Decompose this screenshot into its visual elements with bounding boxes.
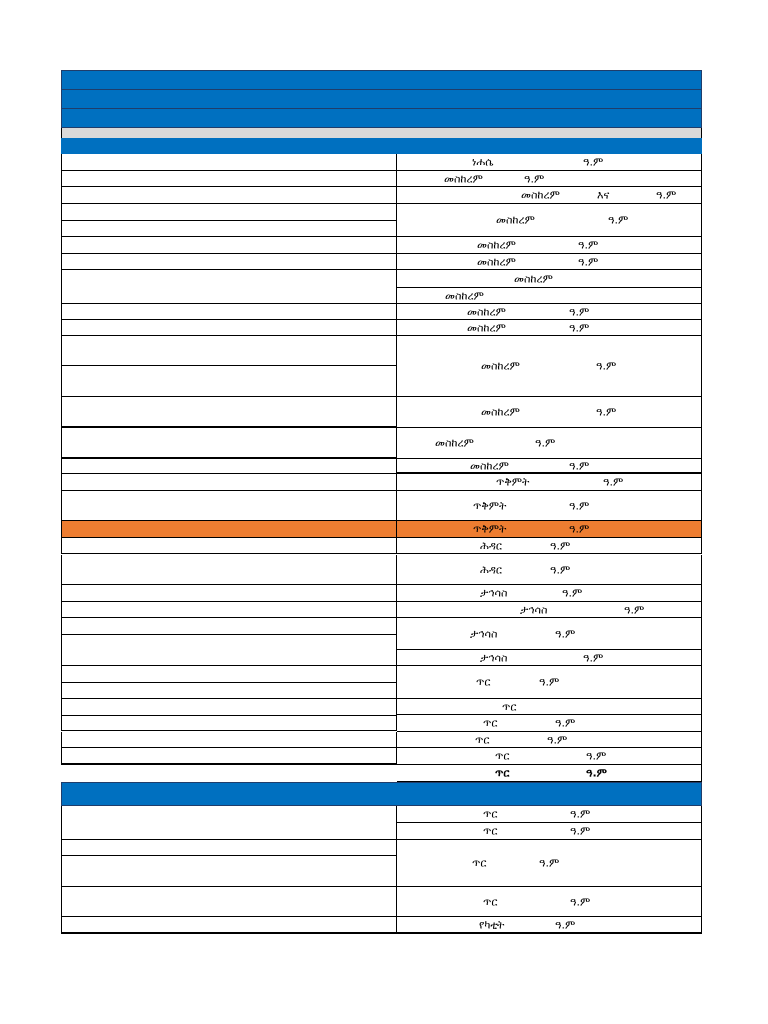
date-cell xyxy=(397,602,702,618)
date-cell xyxy=(397,491,702,521)
month-label: ጥቅምት xyxy=(473,522,507,536)
month-label: ጥር xyxy=(476,675,491,689)
era-label: ዓ.ም xyxy=(583,651,604,664)
date-cell xyxy=(397,823,702,840)
month-label: ጥር xyxy=(483,895,498,908)
left-cell xyxy=(61,459,397,474)
date-cell xyxy=(397,555,702,585)
left-cell xyxy=(61,748,397,765)
month-label: መስከረም xyxy=(481,405,520,419)
era-label: ዓ.ም xyxy=(562,586,583,600)
month-label: ጥር xyxy=(495,749,510,763)
date-cell xyxy=(397,715,702,732)
date-cell xyxy=(397,428,702,459)
title-band-3 xyxy=(61,108,702,128)
era-label: ዓ.ም xyxy=(603,475,624,489)
month-label: መስከረም xyxy=(445,289,484,302)
title-band-1 xyxy=(61,70,702,90)
header-right xyxy=(397,138,702,154)
era-label: ዓ.ም xyxy=(586,749,607,763)
era-label: ዓ.ም xyxy=(555,716,576,730)
left-cell xyxy=(61,304,397,320)
era-label: ዓ.ም xyxy=(570,895,591,908)
date-cell xyxy=(397,288,702,304)
date-cell xyxy=(397,699,702,715)
left-cell xyxy=(61,699,397,716)
date-cell xyxy=(397,204,702,237)
era-label: ዓ.ም xyxy=(569,499,590,512)
month-label: ታኅሳስ xyxy=(480,651,508,664)
left-cell xyxy=(61,856,397,887)
date-cell xyxy=(397,154,702,171)
date-cell xyxy=(397,917,702,934)
month-label: መስከረም xyxy=(467,305,506,318)
era-label: ዓ.ም xyxy=(550,563,571,576)
date-cell xyxy=(397,840,702,887)
date-cell xyxy=(397,585,702,602)
month-label: እና xyxy=(597,188,610,202)
era-label: ዓ.ም xyxy=(570,807,591,821)
era-label: ዓ.ም xyxy=(596,405,617,419)
section-band xyxy=(61,782,702,806)
month-label: ጥር xyxy=(483,807,498,821)
era-label: ዓ.ም xyxy=(535,436,556,450)
left-cell xyxy=(61,187,397,204)
left-cell xyxy=(61,204,397,221)
left-cell xyxy=(61,887,397,917)
left-cell xyxy=(61,635,397,666)
era-label: ዓ.ም xyxy=(547,733,568,746)
date-cell xyxy=(397,254,702,270)
era-label: ዓ.ም xyxy=(555,918,576,931)
date-cell xyxy=(397,666,702,699)
era-label: ዓ.ም xyxy=(656,188,677,202)
month-label: መስከረም xyxy=(477,238,516,252)
month-label: መስከረም xyxy=(477,255,516,268)
era-label: ዓ.ም xyxy=(624,603,645,616)
left-cell xyxy=(61,585,397,602)
era-label: ዓ.ም xyxy=(569,305,590,318)
month-label: ታኅሳስ xyxy=(470,627,498,640)
date-cell xyxy=(397,806,702,823)
date-cell xyxy=(397,320,702,336)
month-label: ጥቅምት xyxy=(496,475,530,489)
era-label: ዓ.ም xyxy=(539,675,560,689)
left-cell xyxy=(61,806,397,840)
left-cell xyxy=(61,237,397,254)
month-label: ጥር xyxy=(502,700,517,713)
era-label: ዓ.ም xyxy=(578,238,599,252)
month-label: መስከረም xyxy=(481,359,520,373)
month-label: መስከረም xyxy=(444,172,483,185)
date-cell xyxy=(397,237,702,254)
month-label: መስከረም xyxy=(514,272,553,285)
date-cell xyxy=(397,887,702,917)
month-label: ነሐሴ xyxy=(472,155,494,169)
left-cell xyxy=(61,491,397,521)
month-label: ጥር xyxy=(495,766,510,780)
left-cell xyxy=(61,154,397,171)
left-cell xyxy=(61,397,397,428)
date-cell xyxy=(397,732,702,748)
left-cell xyxy=(61,538,397,554)
date-cell xyxy=(397,270,702,288)
date-cell xyxy=(397,304,702,320)
era-label: ዓ.ም xyxy=(539,856,560,870)
left-cell xyxy=(61,366,397,397)
month-label: የካቲት xyxy=(479,918,505,931)
month-label: መስከረም xyxy=(470,459,509,472)
month-label: ታኅሳስ xyxy=(480,586,508,600)
month-label: መስከረም xyxy=(521,188,560,202)
date-cell xyxy=(397,650,702,666)
month-label: ጥቅምት xyxy=(473,499,507,512)
date-cell xyxy=(397,748,702,765)
date-cell xyxy=(397,397,702,428)
month-label: ጥር xyxy=(483,824,498,838)
left-cell xyxy=(61,521,397,538)
month-label: ጥር xyxy=(475,733,490,746)
date-cell xyxy=(397,474,702,491)
era-label: ዓ.ም xyxy=(569,459,590,472)
era-label: ዓ.ም xyxy=(608,213,629,227)
left-cell xyxy=(61,555,397,585)
date-cell xyxy=(397,765,702,782)
date-cell xyxy=(397,538,702,554)
left-cell xyxy=(61,683,397,699)
left-cell xyxy=(61,618,397,635)
left-cell xyxy=(61,474,397,491)
header-left xyxy=(61,138,397,154)
month-label: ጥር xyxy=(483,716,498,730)
left-cell xyxy=(61,270,397,304)
era-label: ዓ.ም xyxy=(524,172,545,185)
month-label: ጥር xyxy=(472,856,487,870)
left-cell xyxy=(61,666,397,683)
era-label: ዓ.ም xyxy=(596,359,617,373)
month-label: ታኅሳስ xyxy=(520,603,548,616)
era-label: ዓ.ም xyxy=(583,155,604,169)
left-cell xyxy=(61,840,397,856)
left-cell xyxy=(61,221,397,237)
left-cell xyxy=(61,732,397,748)
left-cell xyxy=(61,254,397,270)
spacer-row xyxy=(61,128,702,138)
title-band-2 xyxy=(61,89,702,109)
left-cell xyxy=(61,171,397,187)
date-cell xyxy=(397,521,702,538)
date-cell xyxy=(397,187,702,204)
era-label: ዓ.ም xyxy=(569,522,590,536)
date-cell xyxy=(397,459,702,474)
left-cell xyxy=(61,917,397,934)
date-cell xyxy=(397,171,702,187)
era-label: ዓ.ም xyxy=(570,824,591,838)
date-cell xyxy=(397,618,702,650)
left-cell xyxy=(61,320,397,336)
left-cell xyxy=(61,336,397,366)
month-label: ሕዳር xyxy=(480,563,502,576)
era-label: ዓ.ም xyxy=(569,321,590,334)
month-label: መስከረም xyxy=(435,436,474,450)
era-label: ዓ.ም xyxy=(555,627,576,640)
left-cell xyxy=(61,602,397,618)
left-cell xyxy=(61,715,397,731)
date-cell xyxy=(397,336,702,397)
month-label: መስከረም xyxy=(496,213,535,227)
left-cell xyxy=(61,428,397,459)
month-label: ሕዳር xyxy=(480,539,502,552)
era-label: ዓ.ም xyxy=(586,766,607,780)
era-label: ዓ.ም xyxy=(550,539,571,552)
era-label: ዓ.ም xyxy=(578,255,599,268)
month-label: መስከረም xyxy=(467,321,506,334)
